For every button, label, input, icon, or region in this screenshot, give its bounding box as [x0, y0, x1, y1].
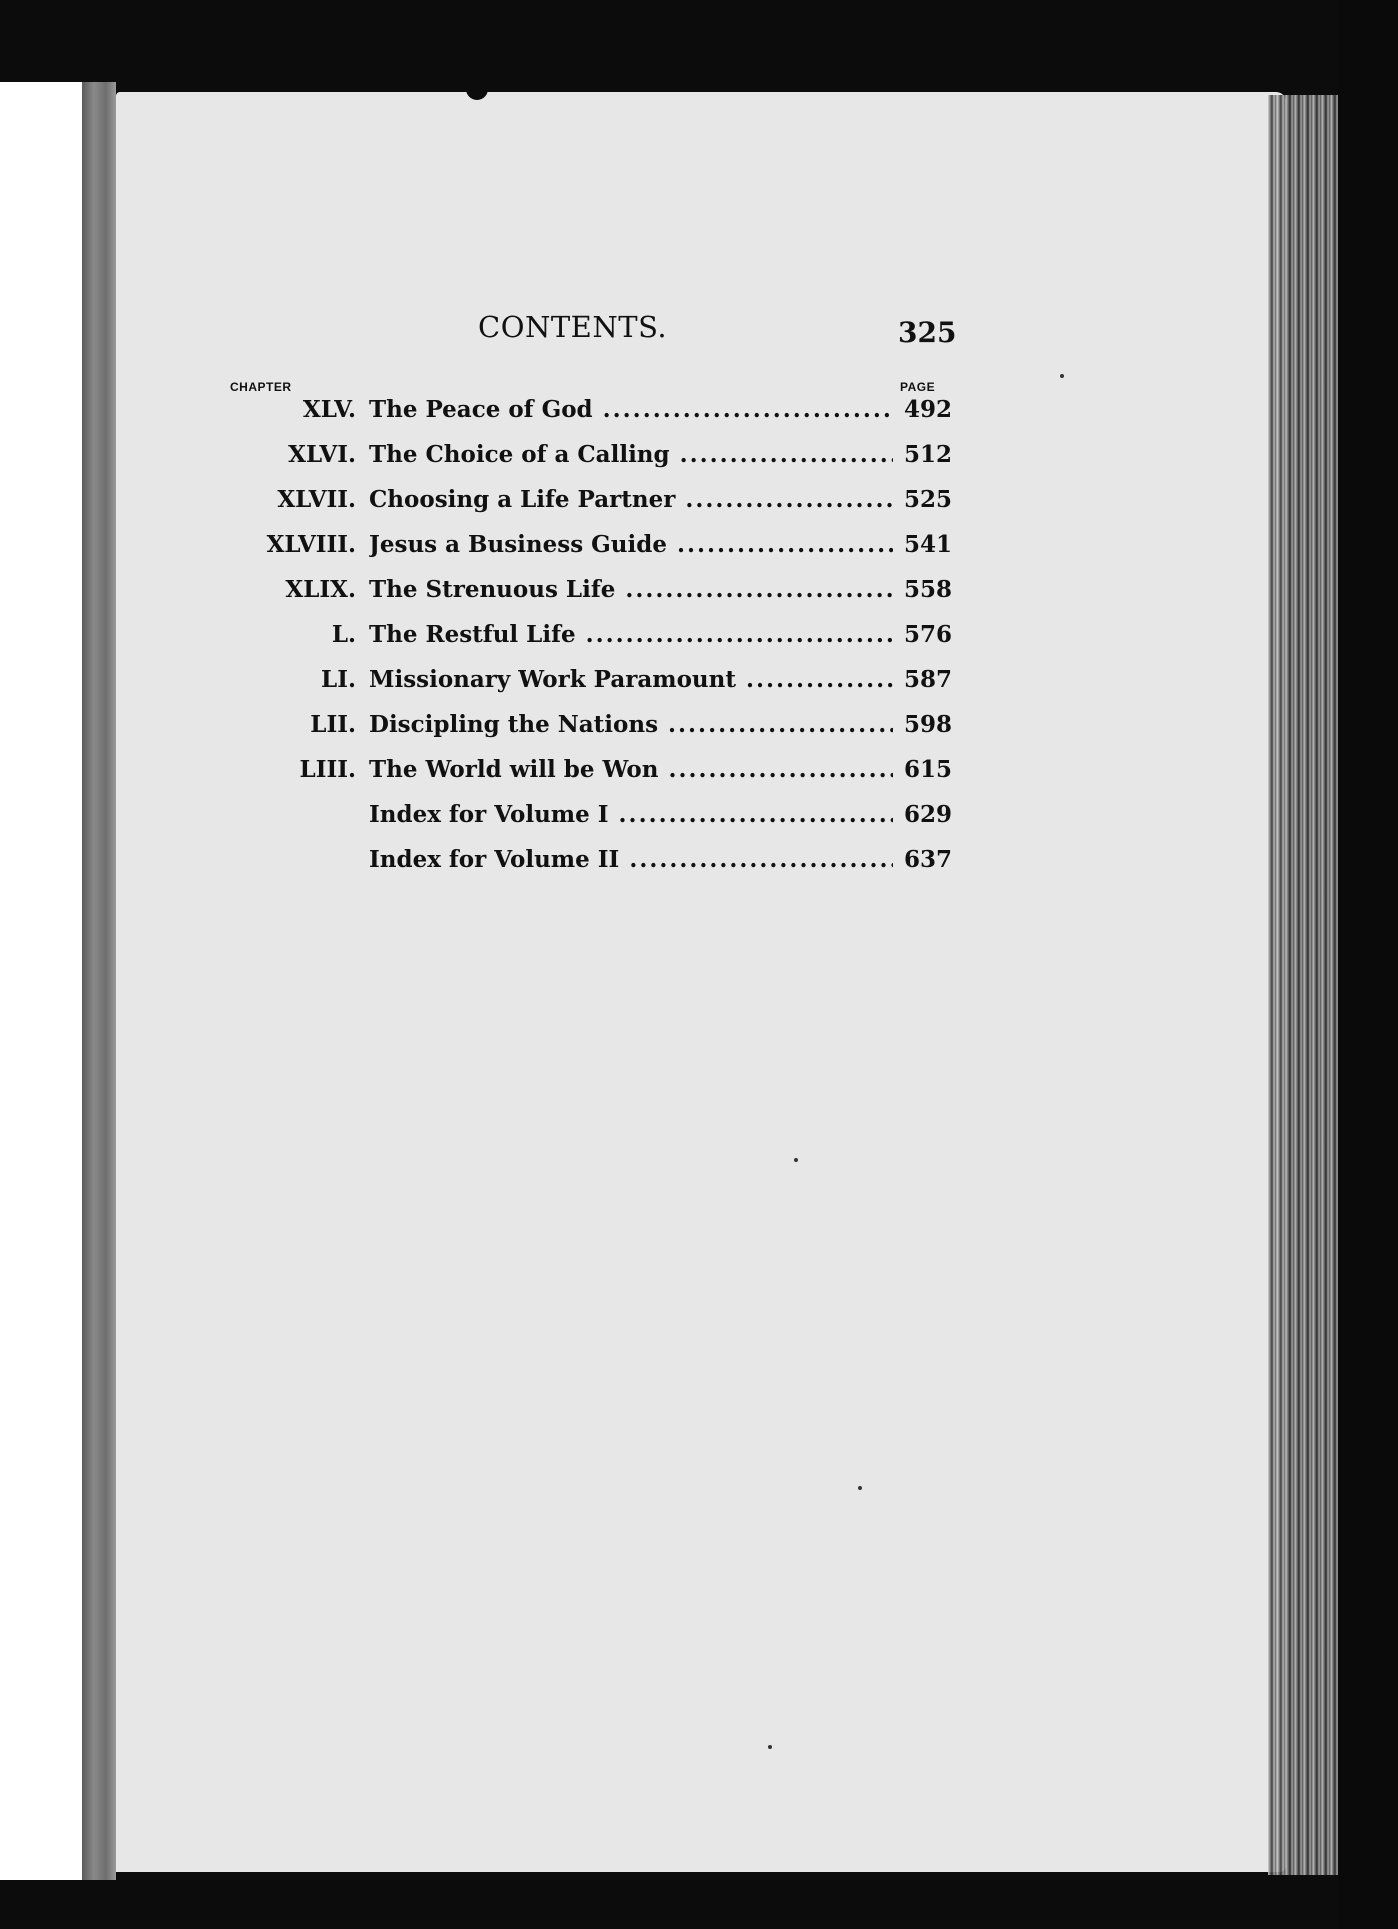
scanner-bottom-border [0, 1880, 1398, 1929]
page-column-label: PAGE [900, 380, 936, 394]
toc-row [0, 396, 1398, 436]
toc-row [0, 801, 1398, 841]
paper-speck [768, 1745, 772, 1749]
chapter-number: XLV. [302, 396, 356, 423]
chapter-page: 615 [904, 756, 953, 783]
chapter-number: XLVIII. [266, 531, 356, 558]
chapter-number: L. [331, 621, 356, 648]
chapter-page: 558 [904, 576, 953, 603]
toc-row [0, 441, 1398, 481]
chapter-title: Choosing a Life Partner ..... [369, 486, 893, 513]
running-head: CONTENTS. [478, 310, 668, 344]
chapter-number: LII. [310, 711, 356, 738]
book-clip-mark [466, 78, 488, 100]
toc-row [0, 846, 1398, 886]
chapter-title: The Restful Life ..... [369, 621, 893, 648]
chapter-title: Discipling the Nations ..... [369, 711, 893, 738]
paper-speck [858, 1486, 862, 1490]
chapter-page: 525 [904, 486, 953, 513]
toc-row [0, 621, 1398, 661]
chapter-number: XLVI. [288, 441, 356, 468]
toc-row [0, 711, 1398, 751]
toc-row [0, 531, 1398, 571]
page-paper [116, 92, 1286, 1872]
left-margin [0, 82, 82, 1880]
chapter-title: The Strenuous Life ..... [369, 576, 893, 603]
index-page: 629 [904, 801, 953, 828]
chapter-page: 598 [904, 711, 953, 738]
chapter-title: The Choice of a Calling ..... [369, 441, 893, 468]
chapter-number: XLVII. [277, 486, 356, 513]
chapter-number: LIII. [299, 756, 356, 783]
book-binding [82, 82, 116, 1880]
chapter-page: 587 [904, 666, 953, 693]
toc-row [0, 756, 1398, 796]
index-title: Index for Volume I ..... [369, 801, 893, 828]
chapter-page: 576 [904, 621, 953, 648]
index-page: 637 [904, 846, 953, 873]
chapter-title: Missionary Work Paramount ..... [369, 666, 893, 693]
chapter-number: XLIX. [285, 576, 356, 603]
chapter-page: 541 [904, 531, 953, 558]
page-edge [1268, 95, 1338, 1875]
chapter-title: Jesus a Business Guide ..... [369, 531, 893, 558]
page-number: 325 [898, 316, 957, 349]
chapter-number: LI. [321, 666, 356, 693]
scanner-right-border [1338, 0, 1398, 1929]
toc-row [0, 666, 1398, 706]
scanner-top-border [0, 0, 1398, 82]
toc-row [0, 576, 1398, 616]
paper-speck [1060, 374, 1064, 378]
chapter-title: The World will be Won ..... [369, 756, 893, 783]
chapter-page: 512 [904, 441, 953, 468]
chapter-page: 492 [904, 396, 953, 423]
paper-speck [794, 1158, 798, 1162]
toc-row [0, 486, 1398, 526]
chapter-column-label: CHAPTER [230, 380, 292, 394]
index-title: Index for Volume II ..... [369, 846, 893, 873]
chapter-title: The Peace of God ..... [369, 396, 893, 423]
